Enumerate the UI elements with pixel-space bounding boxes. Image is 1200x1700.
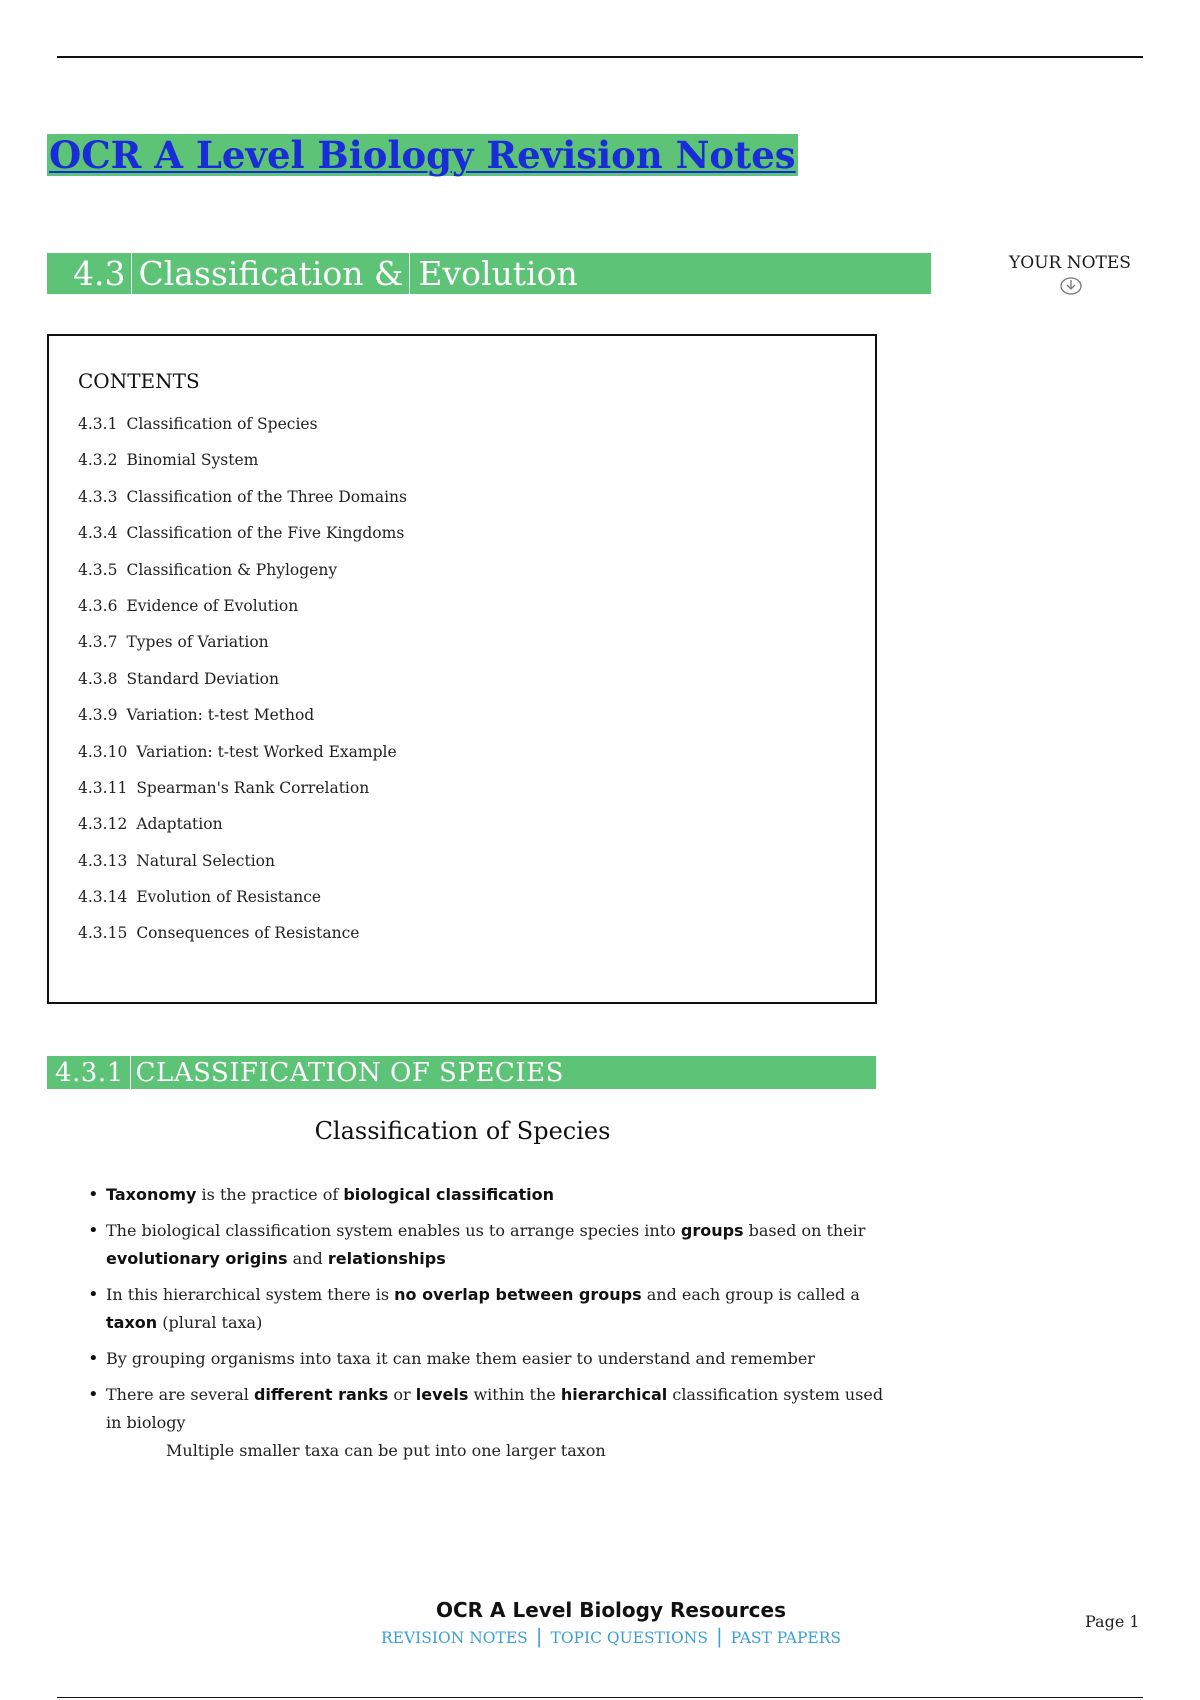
toc-item[interactable]: 4.3.10 Variation: t-test Worked Example [78, 742, 397, 761]
bullet-item: • Taxonomy is the practice of biological classification [88, 1181, 888, 1209]
footer-link-topic-questions[interactable]: TOPIC QUESTIONS [550, 1629, 708, 1647]
indented-note: Multiple smaller taxa can be put into one larger taxon [166, 1441, 606, 1460]
subsection-header [47, 1056, 876, 1089]
footer-separator: | [535, 1624, 543, 1648]
bullet-item: • By grouping organisms into taxa it can make them easier to understand and remember [88, 1345, 888, 1373]
toc-item[interactable]: 4.3.12 Adaptation [78, 815, 223, 834]
section-title-part2: Evolution [418, 254, 578, 293]
bottom-rule [57, 1697, 1143, 1698]
toc-item[interactable]: 4.3.3 Classification of the Three Domains [78, 487, 407, 506]
toc-item[interactable]: 4.3.7 Types of Variation [78, 633, 269, 652]
subsection-label: CLASSIFICATION OF SPECIES [135, 1057, 564, 1088]
footer-links [0, 1624, 1200, 1648]
toc-item[interactable]: 4.3.4 Classification of the Five Kingdoms [78, 524, 405, 543]
toc-item[interactable]: 4.3.13 Natural Selection [78, 851, 275, 870]
toc-item[interactable]: 4.3.6 Evidence of Evolution [78, 596, 299, 615]
contents-list [78, 415, 407, 961]
top-rule [57, 56, 1143, 58]
bullet-item: • In this hierarchical system there is no overlap between groups and each group is called a taxon (plural taxa) [88, 1281, 888, 1337]
toc-item[interactable]: 4.3.5 Classification & Phylogeny [78, 560, 338, 579]
footer-title: OCR A Level Biology Resources [436, 1598, 786, 1622]
footer-link-past-papers[interactable]: PAST PAPERS [730, 1629, 842, 1647]
toc-item[interactable]: 4.3.2 Binomial System [78, 451, 259, 470]
your-notes-panel[interactable] [990, 253, 1150, 297]
page-number: Page 1 [1085, 1612, 1140, 1631]
contents-heading: CONTENTS [78, 369, 200, 393]
subsection-number: 4.3.1 [47, 1056, 131, 1089]
contents-box [47, 334, 877, 1004]
arrow-down-circle-icon[interactable] [1060, 275, 1082, 297]
toc-item[interactable]: 4.3.14 Evolution of Resistance [78, 888, 322, 907]
bullet-item: • The biological classification system enables us to arrange species into groups based on their evolutionary origins and relationships [88, 1217, 888, 1273]
footer-separator: | [715, 1624, 723, 1648]
section-title-part1: Classification & [132, 253, 410, 294]
toc-item[interactable]: 4.3.15 Consequences of Resistance [78, 924, 360, 943]
bullet-item: • There are several different ranks or levels within the hierarchical classification system used in biology Multiple smaller taxa can be put into one larger taxon [88, 1381, 888, 1465]
bullet-list [88, 1181, 888, 1473]
toc-item[interactable]: 4.3.1 Classification of Species [78, 415, 318, 433]
footer-link-revision-notes[interactable]: REVISION NOTES [380, 1629, 528, 1647]
toc-item[interactable]: 4.3.8 Standard Deviation [78, 669, 280, 688]
section-header [47, 253, 931, 294]
document-title-link[interactable]: OCR A Level Biology Revision Notes [49, 133, 796, 177]
section-number: 4.3 [47, 253, 132, 294]
toc-item[interactable]: 4.3.9 Variation: t-test Method [78, 706, 315, 725]
subsection-heading: Classification of Species [314, 1117, 611, 1145]
your-notes-label: YOUR NOTES [1009, 253, 1131, 273]
toc-item[interactable]: 4.3.11 Spearman's Rank Correlation [78, 778, 370, 797]
